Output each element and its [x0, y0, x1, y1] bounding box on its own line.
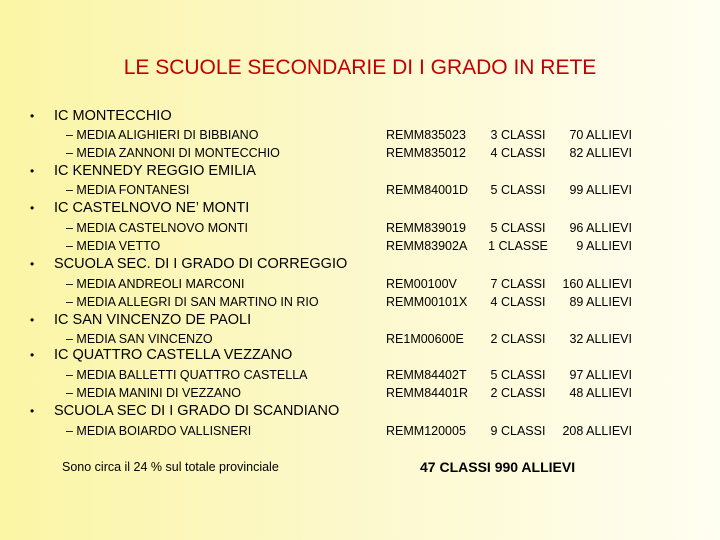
school-code: REMM84402T — [386, 368, 467, 382]
sub-school-name: – MEDIA SAN VINCENZO — [66, 332, 213, 346]
student-count: 9 ALLIEVI — [576, 239, 632, 253]
school-code: REMM84001D — [386, 183, 468, 197]
student-count: 32 ALLIEVI — [569, 332, 632, 346]
class-count: 3 CLASSI — [490, 128, 546, 142]
footer-note: Sono circa il 24 % sul totale provinciale — [62, 460, 279, 474]
sub-school-name: – MEDIA FONTANESI — [66, 183, 190, 197]
sub-school-name: – MEDIA ANDREOLI MARCONI — [66, 277, 245, 291]
student-count: 208 ALLIEVI — [562, 424, 632, 438]
sub-school-name: – MEDIA VETTO — [66, 239, 161, 253]
student-count: 89 ALLIEVI — [569, 295, 632, 309]
student-count: 160 ALLIEVI — [562, 277, 632, 291]
sub-school-name: – MEDIA MANINI DI VEZZANO — [66, 386, 242, 400]
bullet-icon: • — [30, 164, 35, 178]
class-count: 7 CLASSI — [490, 277, 546, 291]
school-code: RE1M00600E — [386, 332, 464, 346]
bullet-icon: • — [30, 313, 35, 327]
bullet-icon: • — [30, 109, 35, 123]
sub-school-name: – MEDIA ALIGHIERI DI BIBBIANO — [66, 128, 259, 142]
sub-school-name: – MEDIA BOIARDO VALLISNERI — [66, 424, 252, 438]
school-name: IC QUATTRO CASTELLA VEZZANO — [54, 347, 293, 363]
sub-school-name: – MEDIA ZANNONI DI MONTECCHIO — [66, 146, 280, 160]
class-count: 2 CLASSI — [490, 386, 546, 400]
student-count: 97 ALLIEVI — [569, 368, 632, 382]
class-count: 5 CLASSI — [490, 183, 546, 197]
student-count: 99 ALLIEVI — [569, 183, 632, 197]
class-count: 5 CLASSI — [490, 221, 546, 235]
sub-school-name: – MEDIA CASTELNOVO MONTI — [66, 221, 248, 235]
bullet-icon: • — [30, 404, 35, 418]
student-count: 48 ALLIEVI — [569, 386, 632, 400]
sub-school-name: – MEDIA BALLETTI QUATTRO CASTELLA — [66, 368, 308, 382]
footer-total: 47 CLASSI 990 ALLIEVI — [420, 459, 576, 475]
bullet-icon: • — [30, 348, 35, 362]
school-name: IC CASTELNOVO NE’ MONTI — [54, 200, 250, 216]
school-code: REMM84401R — [386, 386, 468, 400]
school-code: REMM120005 — [386, 424, 466, 438]
school-code: REMM835023 — [386, 128, 466, 142]
school-name: SCUOLA SEC. DI I GRADO DI CORREGGIO — [54, 256, 348, 272]
school-name: IC SAN VINCENZO DE PAOLI — [54, 312, 252, 328]
student-count: 82 ALLIEVI — [569, 146, 632, 160]
school-name: SCUOLA SEC DI I GRADO DI SCANDIANO — [54, 403, 340, 419]
school-code: REMM00101X — [386, 295, 468, 309]
class-count: 1 CLASSE — [488, 239, 548, 253]
class-count: 9 CLASSI — [490, 424, 546, 438]
class-count: 2 CLASSI — [490, 332, 546, 346]
class-count: 4 CLASSI — [490, 295, 546, 309]
school-name: IC MONTECCHIO — [54, 108, 172, 124]
bullet-icon: • — [30, 201, 35, 215]
student-count: 70 ALLIEVI — [569, 128, 632, 142]
class-count: 5 CLASSI — [490, 368, 546, 382]
sub-school-name: – MEDIA ALLEGRI DI SAN MARTINO IN RIO — [66, 295, 319, 309]
school-code: REMM83902A — [386, 239, 468, 253]
school-code: REMM839019 — [386, 221, 466, 235]
page-title: LE SCUOLE SECONDARIE DI I GRADO IN RETE — [123, 56, 597, 79]
bullet-icon: • — [30, 257, 35, 271]
class-count: 4 CLASSI — [490, 146, 546, 160]
student-count: 96 ALLIEVI — [569, 221, 632, 235]
school-code: REM00100V — [386, 277, 457, 291]
school-code: REMM835012 — [386, 146, 466, 160]
school-name: IC KENNEDY REGGIO EMILIA — [54, 163, 256, 179]
